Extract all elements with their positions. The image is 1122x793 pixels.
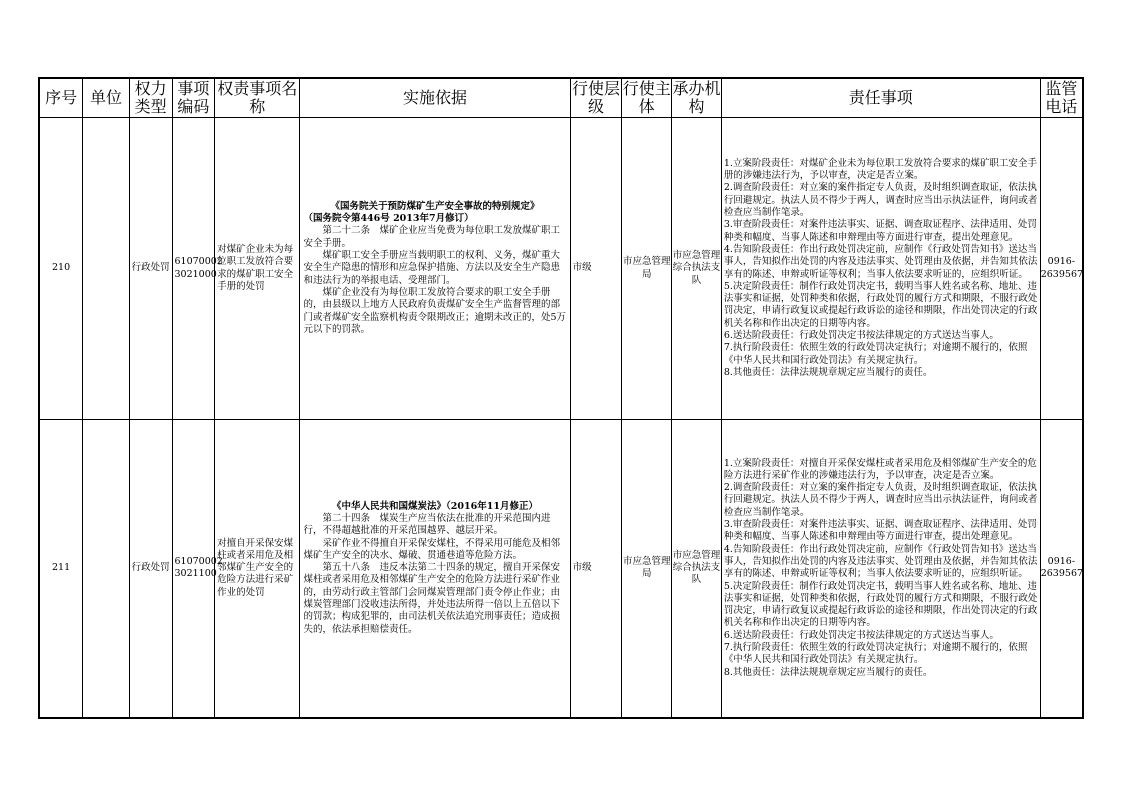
header-org: 承办机构	[672, 79, 721, 116]
row-power-type: 行政处罚	[129, 118, 172, 420]
header-power-type: 权力类型	[129, 78, 172, 118]
table-row	[39, 118, 1083, 420]
responsibility-item: 5.决定阶段责任：制作行政处罚决定书，载明当事人姓名或名称、地址、违法事实和证据，处罚种类和依据，行政处罚的履行方式和期限，不服行政处罚决定，申请行政复议或提起行政诉讼的途径和期限，作出处罚决定的行政机关名称和作出决定的日期等内容。	[723, 280, 1038, 329]
basis-paragraph: 第五十八条 违反本法第二十四条的规定，擅自开采保安煤柱或者采用危及相邻煤矿生产安全的危险方法进行采矿作业的，由劳动行政主管部门会同煤炭管理部门责令停止作业；由煤炭管理部门没收违法所得，并处违法所得一倍以上五倍以下的罚款；构成犯罪的，由司法机关依法追究刑事责任；造成损失的，依法承担赔偿责任。	[303, 562, 560, 635]
basis-paragraph: 煤矿企业没有为每位职工发放符合要求的职工安全手册的，由县级以上地方人民政府负责煤矿安全生产监督管理的部门或者煤矿安全监察机构责令限期改正；逾期未改正的，处5万元以下的罚款。	[303, 286, 566, 335]
header-phone: 监管电话	[1040, 78, 1083, 118]
responsibility-item: 6.送达阶段责任：行政处罚决定书按法律规定的方式送达当事人。	[723, 629, 999, 641]
header-basis: 实施依据	[300, 78, 570, 118]
row-responsibility	[721, 118, 1040, 420]
header-item-code: 事项编码	[172, 78, 215, 118]
responsibility-item: 7.执行阶段责任：依照生效的行政处罚决定执行；对逾期不履行的，依照《中华人民共和国行政处罚法》有关规定执行。	[723, 342, 1028, 366]
basis-subtitle: （国务院令第446号 2013年7月修订）	[303, 213, 474, 225]
row-item-code: 61070002 3021000	[172, 118, 215, 420]
responsibility-item: 8.其他责任：法律法规规章规定应当履行的责任。	[723, 666, 933, 678]
row-subject: 市应急管理局	[622, 118, 672, 420]
responsibility-item: 7.执行阶段责任：依照生效的行政处罚决定执行；对逾期不履行的，依照《中华人民共和国行政处罚法》有关规定执行。	[723, 642, 1028, 666]
responsibility-item: 3.审查阶段责任：对案件违法事实、证据、调查取证程序、法律适用、处罚种类和幅度、当事人陈述和申辩理由等方面进行审查，提出处理意见。	[723, 219, 1037, 243]
power-list-table	[38, 77, 1084, 719]
row-subject: 市应急管理局	[622, 420, 672, 718]
responsibility-item: 2.调查阶段责任：对立案的案件指定专人负责，及时组织调查取证，依法执行回避规定。执法人员不得少于两人，调查时应当出示执法证件，询问或者检查应当制作笔录。	[723, 482, 1038, 518]
row-org: 市应急管理综合执法支队	[672, 118, 722, 420]
table-header-row	[39, 78, 1083, 118]
header-responsibility: 责任事项	[721, 78, 1040, 118]
responsibility-item: 1.立案阶段责任：对擅自开采保安煤柱或者采用危及相邻煤矿生产安全的危险方法进行采矿作业的涉嫌违法行为，予以审查，决定是否立案。	[723, 457, 1037, 481]
row-org: 市应急管理综合执法支队	[672, 420, 722, 718]
row-unit	[83, 420, 130, 718]
row-unit	[83, 118, 130, 420]
basis-title: 《国务院关于预防煤矿生产安全事故的特别规定》	[330, 200, 540, 212]
header-unit: 单位	[83, 78, 130, 118]
row-phone: 0916- 2639567	[1040, 420, 1083, 718]
header-seq: 序号	[39, 78, 83, 118]
row-item-name: 对煤矿企业未为每位职工发放符合要求的煤矿职工安全手册的处罚	[215, 118, 300, 420]
row-basis	[300, 420, 570, 718]
row-seq: 211	[39, 420, 83, 718]
row-power-type: 行政处罚	[129, 420, 172, 718]
responsibility-item: 2.调查阶段责任：对立案的案件指定专人负责，及时组织调查取证，依法执行回避规定。执法人员不得少于两人，调查时应当出示执法证件，询问或者检查应当制作笔录。	[723, 182, 1038, 219]
row-item-code: 61070002 3021100	[172, 420, 215, 718]
row-level: 市级	[570, 118, 622, 420]
basis-paragraph: 第二十四条 煤炭生产应当依法在批准的开采范围内进行，不得超越批准的开采范围越界、越层开采。	[303, 512, 551, 537]
row-seq: 210	[39, 118, 83, 420]
row-basis	[300, 118, 570, 420]
table-row	[39, 420, 1083, 718]
basis-title: 《中华人民共和国煤炭法》（2016年11月修正）	[332, 500, 538, 512]
basis-paragraph: 第二十二条 煤矿企业应当免费为每位职工发放煤矿职工安全手册。	[303, 225, 560, 249]
responsibility-item: 4.告知阶段责任：作出行政处罚决定前，应制作《行政处罚告知书》送达当事人，告知拟作出处罚的内容及违法事实、处罚理由及依据，并告知其依法享有的陈述、申辩或听证等权利；当事人依法要求听证的，应组织听证。	[723, 243, 1038, 280]
responsibility-item: 4.告知阶段责任：作出行政处罚决定前，应制作《行政处罚告知书》送达当事人，告知拟作出处罚的内容及违法事实、处罚理由及依据，并告知其依法享有的陈述、申辩或听证等权利；当事人依法要求听证的，应组织听证。	[723, 543, 1038, 580]
responsibility-item: 6.送达阶段责任：行政处罚决定书按法律规定的方式送达当事人。	[723, 329, 999, 341]
basis-paragraph: 采矿作业不得擅自开采保安煤柱，不得采用可能危及相邻煤矿生产安全的决水、爆破、贯通巷道等危险方法。	[303, 537, 560, 561]
row-level: 市级	[570, 420, 622, 718]
responsibility-item: 1.立案阶段责任：对煤矿企业未为每位职工发放符合要求的煤矿职工安全手册的涉嫌违法行为，予以审查，决定是否立案。	[723, 157, 1037, 182]
basis-paragraph: 煤矿职工安全手册应当载明职工的权利、义务，煤矿重大安全生产隐患的情形和应急保护措施、方法以及安全生产隐患和违法行为的举报电话、受理部门。	[303, 250, 560, 286]
row-responsibility	[721, 420, 1040, 718]
header-subject: 行使主体	[622, 79, 671, 116]
header-level: 行使层级	[571, 79, 620, 116]
responsibility-item: 3.审查阶段责任：对案件违法事实、证据、调查取证程序、法律适用、处罚种类和幅度、当事人陈述和申辩理由等方面进行审查，提出处理意见。	[723, 519, 1037, 543]
responsibility-item: 8.其他责任：法律法规规章规定应当履行的责任。	[723, 366, 933, 378]
row-item-name: 对擅自开采保安煤柱或者采用危及相邻煤矿生产安全的危险方法进行采矿作业的处罚	[215, 420, 300, 718]
responsibility-item: 5.决定阶段责任：制作行政处罚决定书，载明当事人姓名或名称、地址、违法事实和证据，处罚种类和依据，行政处罚的履行方式和期限，不服行政处罚决定，申请行政复议或提起行政诉讼的途径和期限，作出处罚决定的行政机关名称和作出决定的日期等内容。	[723, 580, 1038, 629]
header-item-name: 权责事项名称	[215, 78, 300, 118]
row-phone: 0916- 2639567	[1040, 118, 1083, 420]
